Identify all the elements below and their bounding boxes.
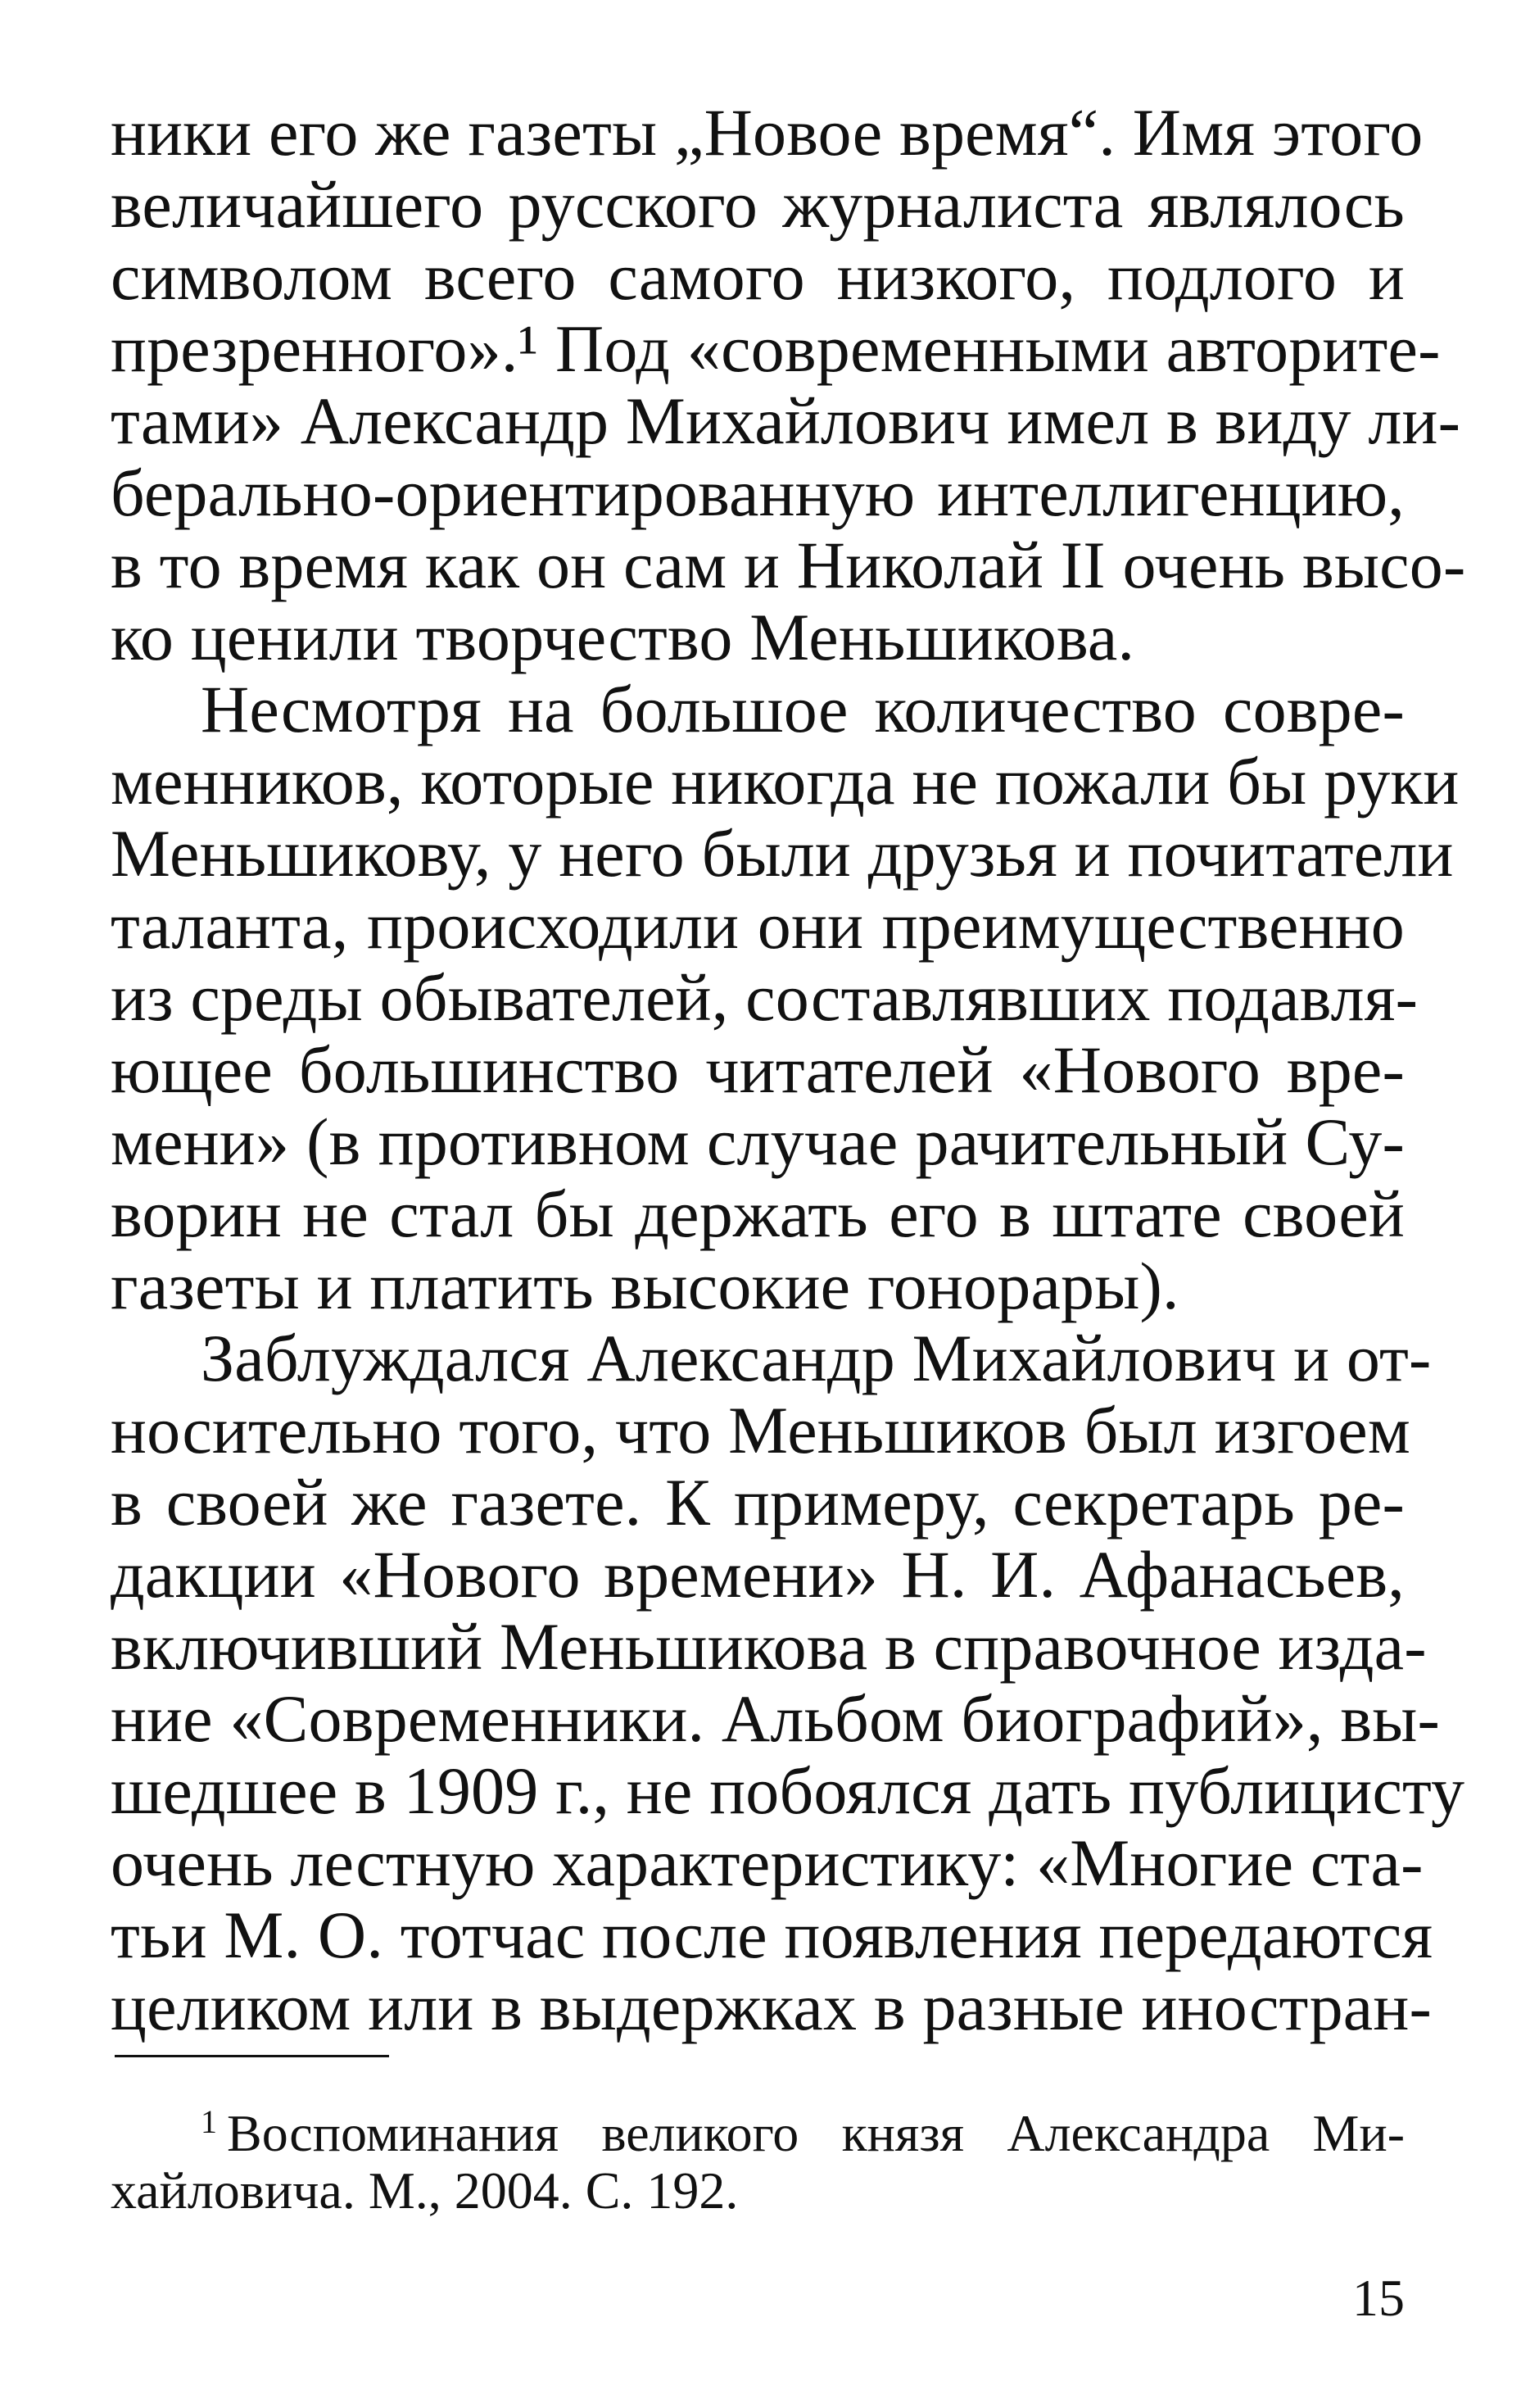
paragraph (111, 1321, 1465, 2044)
page-number: 15 (1352, 2269, 1405, 2327)
text-line: тами» Александр Михайлович имел в виду ли- (111, 383, 1461, 458)
text-line: тьи М. О. тотчас после появления передаются (111, 1898, 1433, 1972)
text-line: ющее большинство читателей «Нового вре- (111, 1032, 1405, 1107)
text-line: целиком или в выдержках в разные иностран- (111, 1970, 1432, 2044)
text-line: мени» (в противном случае рачительный Су- (111, 1104, 1405, 1179)
footnote-text: Воспоминания великого князя Александра Ми- (227, 2104, 1405, 2162)
text-line: Несмотря на большое количество совре- (201, 672, 1405, 746)
text-line: ние «Современники. Альбом биографий», вы- (111, 1681, 1441, 1756)
text-line: менников, которые никогда не пожали бы руки (111, 744, 1460, 819)
text-line: в то время как он сам и Николай II очень высо- (111, 528, 1466, 602)
text-line: носительно того, что Меньшиков был изгоем (111, 1393, 1410, 1467)
paragraph (111, 95, 1466, 674)
footnote-mark: 1 (201, 2103, 217, 2140)
text-line: дакции «Нового времени» Н. И. Афанасьев, (111, 1537, 1405, 1612)
text-line: Меньшикову, у него были друзья и почитатели (111, 816, 1454, 891)
text-line: таланта, происходили они преимущественно (111, 888, 1405, 963)
main-text (111, 95, 1466, 2044)
text-line: газеты и платить высокие гонорары). (111, 1249, 1179, 1323)
text-line: берально-ориентированную интеллигенцию, (111, 456, 1405, 530)
paragraph (111, 672, 1460, 1323)
footnote-line: хайловича. М., 2004. С. 192. (111, 2161, 739, 2220)
text-line: очень лестную характеристику: «Многие ста- (111, 1825, 1424, 1900)
footnote-line (111, 2088, 1405, 2162)
text-line: ники его же газеты „Новое время“. Имя этого (111, 95, 1424, 170)
text-line: презренного».¹ Под «современными авторите- (111, 311, 1441, 386)
text-line: ворин не стал бы держать его в штате своей (111, 1177, 1405, 1251)
text-line: в своей же газете. К примеру, секретарь ре- (111, 1465, 1405, 1540)
text-line: величайшего русского журналиста являлось (111, 167, 1405, 242)
footnote (111, 2088, 1405, 2225)
text-line: из среды обывателей, составлявших подавля- (111, 960, 1419, 1035)
text-line: шедшее в 1909 г., не побоялся дать публицисту (111, 1753, 1465, 1828)
text-line: включивший Меньшикова в справочное изда- (111, 1609, 1427, 1684)
text-line: Заблуждался Александр Михайлович и от- (201, 1321, 1432, 1395)
footnote-divider (115, 2055, 389, 2057)
text-line: символом всего самого низкого, подлого и (111, 239, 1405, 314)
text-line: ко ценили творчество Меньшикова. (111, 600, 1135, 674)
